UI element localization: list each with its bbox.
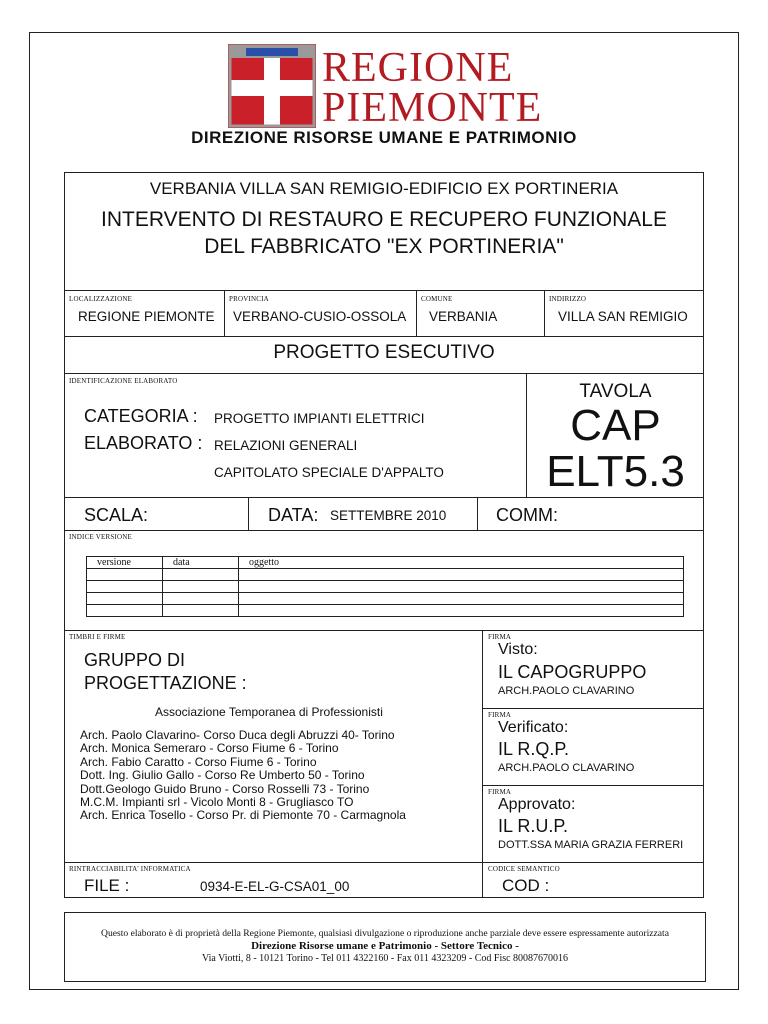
subject-col-header: oggetto xyxy=(239,557,684,569)
project-phase: PROGETTO ESECUTIVO xyxy=(273,342,495,363)
comune-label: COMUNE xyxy=(421,295,453,303)
data-label: DATA: xyxy=(268,505,319,525)
approvato-role: IL R.U.P. xyxy=(498,816,569,836)
firma-label: FIRMA xyxy=(488,788,512,796)
footer-department: Direzione Risorse umane e Patrimonio - Settore Tecnico - xyxy=(251,940,519,952)
group-title-line1: GRUPPO DI xyxy=(84,650,186,670)
project-location-title: VERBANIA VILLA SAN REMIGIO-EDIFICIO EX PORTINERIA xyxy=(149,179,619,198)
verificato-role: IL R.Q.P. xyxy=(498,739,570,759)
verificato-label: Verificato: xyxy=(498,719,569,736)
date-col-header: data xyxy=(163,557,239,569)
members-list xyxy=(80,729,406,823)
rintracciabilita-label: RINTRACCIABILITA' INFORMATICA xyxy=(69,865,191,873)
region-name-line1: REGIONE xyxy=(322,45,514,91)
elaborato-value-2: CAPITOLATO SPECIALE D'APPALTO xyxy=(214,465,444,480)
group-title-line2: PROGETTAZIONE : xyxy=(84,673,247,693)
version-table xyxy=(86,556,684,617)
list-item: Arch. Monica Semeraro - Corso Fiume 6 - Torino xyxy=(80,741,339,756)
provincia-value: VERBANO-CUSIO-OSSOLA xyxy=(233,309,407,324)
table-row xyxy=(87,605,684,617)
list-item: M.C.M. Impianti srl - Vicolo Monti 8 - Grugliasco TO xyxy=(80,795,354,810)
elaborato-label: ELABORATO : xyxy=(84,433,203,453)
association-name: Associazione Temporanea di Professionisti xyxy=(155,705,383,719)
localizzazione-label: LOCALIZZAZIONE xyxy=(69,295,133,303)
elaborato-value: RELAZIONI GENERALI xyxy=(214,438,358,453)
version-col-header: versione xyxy=(87,557,163,569)
indirizzo-value: VILLA SAN REMIGIO xyxy=(558,309,688,324)
table-row xyxy=(87,581,684,593)
department-title: DIREZIONE RISORSE UMANE E PATRIMONIO xyxy=(191,128,577,147)
list-item: Arch. Fabio Caratto - Corso Fiume 6 - Torino xyxy=(80,754,317,769)
region-name-line2: PIEMONTE xyxy=(322,85,543,131)
project-title-line2: DEL FABBRICATO "EX PORTINERIA" xyxy=(204,235,564,258)
file-label: FILE : xyxy=(84,876,130,895)
table-row xyxy=(87,593,684,605)
categoria-label: CATEGORIA : xyxy=(84,406,198,426)
table-row xyxy=(87,569,684,581)
region-flag-icon xyxy=(228,44,316,128)
comune-value: VERBANIA xyxy=(429,309,498,324)
timbri-firme-label: TIMBRI E FIRME xyxy=(69,633,126,641)
firma-label: FIRMA xyxy=(488,711,512,719)
cod-label: COD : xyxy=(502,876,550,895)
indirizzo-label: INDIRIZZO xyxy=(549,295,587,303)
localizzazione-value: REGIONE PIEMONTE xyxy=(78,309,215,324)
provincia-label: PROVINCIA xyxy=(229,295,269,303)
approvato-name: DOTT.SSA MARIA GRAZIA FERRERI xyxy=(498,839,684,851)
data-value: SETTEMBRE 2010 xyxy=(330,508,447,523)
approvato-label: Approvato: xyxy=(498,796,576,813)
categoria-value: PROGETTO IMPIANTI ELETTRICI xyxy=(214,411,425,426)
list-item: Dott. Ing. Giulio Gallo - Corso Re Umberto 50 - Torino xyxy=(80,768,365,783)
region-logo xyxy=(228,44,543,131)
visto-name: ARCH.PAOLO CLAVARINO xyxy=(498,685,635,697)
list-item: Arch. Enrica Tosello - Corso Pr. di Piemonte 70 - Carmagnola xyxy=(80,808,406,823)
scala-label: SCALA: xyxy=(84,505,149,525)
table-row xyxy=(87,557,684,569)
codice-semantico-label: CODICE SEMANTICO xyxy=(488,865,560,873)
firma-label: FIRMA xyxy=(488,633,512,641)
comm-label: COMM: xyxy=(496,505,558,525)
tavola-code-2: ELT5.3 xyxy=(546,447,685,496)
identificazione-label: IDENTIFICAZIONE ELABORATO xyxy=(69,377,178,385)
list-item: Dott.Geologo Guido Bruno - Corso Rosselli 73 - Torino xyxy=(80,781,370,796)
file-value: 0934-E-EL-G-CSA01_00 xyxy=(200,879,350,894)
verificato-name: ARCH.PAOLO CLAVARINO xyxy=(498,762,635,774)
tavola-label: TAVOLA xyxy=(579,381,652,402)
footer-address: Via Viotti, 8 - 10121 Torino - Tel 011 4322160 - Fax 011 4323209 - Cod Fisc 80087670016 xyxy=(201,953,569,964)
project-title-line1: INTERVENTO DI RESTAURO E RECUPERO FUNZIONALE xyxy=(101,208,667,231)
visto-role: IL CAPOGRUPPO xyxy=(498,662,647,682)
tavola-code-1: CAP xyxy=(570,401,661,450)
visto-label: Visto: xyxy=(498,641,538,658)
list-item: Arch. Paolo Clavarino- Corso Duca degli Abruzzi 40- Torino xyxy=(80,728,395,742)
indice-versione-label: INDICE VERSIONE xyxy=(69,533,132,541)
ownership-notice: Questo elaborato è di proprietà della Regione Piemonte, qualsiasi divulgazione o riproduzione anche parziale deve essere espressamente autorizzata xyxy=(101,928,669,939)
